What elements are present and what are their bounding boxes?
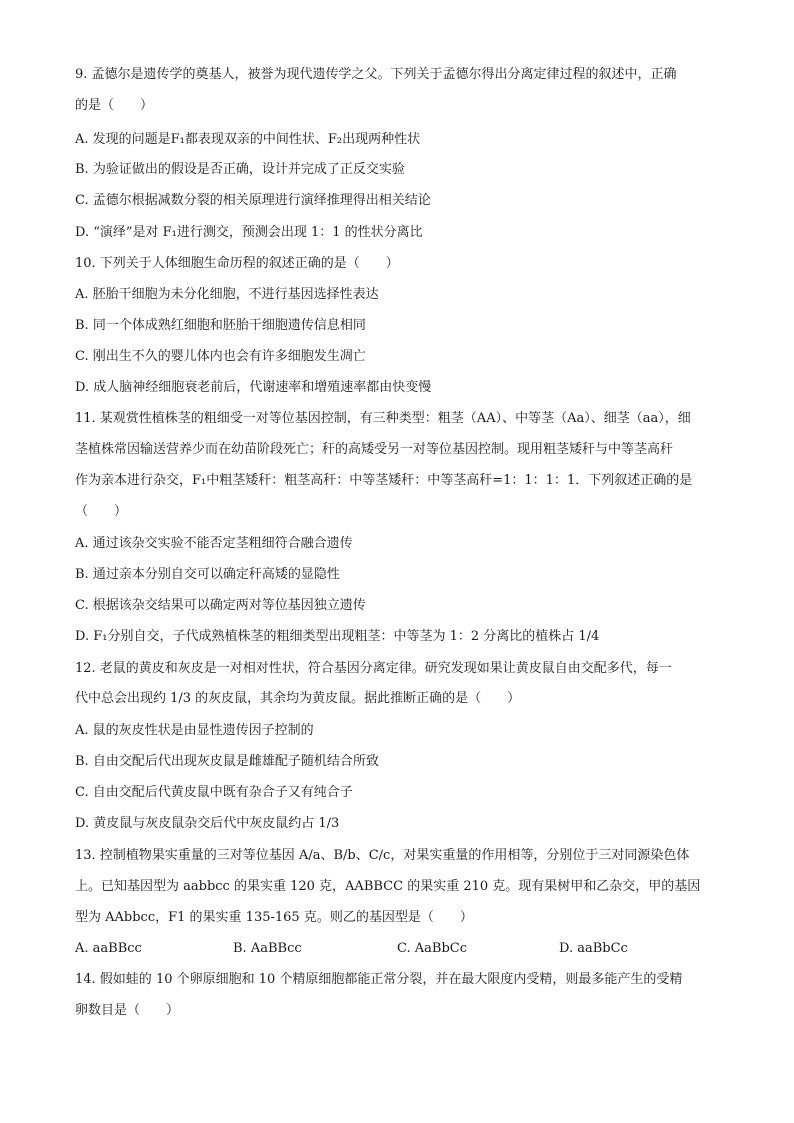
q10-option-c: C. 刚出生不久的婴儿体内也会有许多细胞发生凋亡 xyxy=(75,349,366,364)
q9-option-b: B. 为验证做出的假设是否正确，设计并完成了正反交实验 xyxy=(75,162,405,177)
q10-stem: 10. 下列关于人体细胞生命历程的叙述正确的是（ ） xyxy=(75,256,399,271)
q13-stem-line-3: 型为 AAbbcc，F1 的果实重 135-165 克。则乙的基因型是（ ） xyxy=(75,910,473,925)
q13-option-d: D. aaBbCc xyxy=(559,941,628,956)
q13-stem-line-1: 13. 控制植物果实重量的三对等位基因 A/a、B/b、C/c，对果实重量的作用相等，分别位于三对同源染色体 xyxy=(75,848,690,863)
q11-stem-line-2: 茎植株常因输送营养少而在幼苗阶段死亡；秆的高矮受另一对等位基因控制。现用粗茎矮秆与中等茎高秆 xyxy=(75,442,674,457)
q13-options-row xyxy=(75,940,725,958)
q9-stem-line-2: 的是（ ） xyxy=(75,98,154,113)
q13-option-b: B. AaBBcc xyxy=(233,941,302,956)
q10-option-a: A. 胚胎干细胞为未分化细胞，不进行基因选择性表达 xyxy=(75,287,379,302)
q13-stem-line-2: 上。已知基因型为 aabbcc 的果实重 120 克，AABBCC 的果实重 210 克。现有果树甲和乙杂交，甲的基因 xyxy=(75,879,701,894)
q9-option-a: A. 发现的问题是F₁都表现双亲的中间性状、F₂出现两种性状 xyxy=(75,132,421,147)
q11-stem-line-1: 11. 某观赏性植株茎的粗细受一对等位基因控制，有三种类型：粗茎（AA）、中等茎（Aa）、细茎（aa），细 xyxy=(75,411,691,426)
q12-option-b: B. 自由交配后代出现灰皮鼠是雌雄配子随机结合所致 xyxy=(75,754,379,769)
q12-stem-line-2: 代中总会出现约 1/3 的灰皮鼠，其余均为黄皮鼠。据此推断正确的是（ ） xyxy=(75,691,521,706)
q11-option-d: D. F₁分别自交，子代成熟植株茎的粗细类型出现粗茎：中等茎为 1：2 分离比的植株占 1/4 xyxy=(75,629,600,644)
q13-option-a: A. aaBBcc xyxy=(75,941,142,956)
q10-option-d: D. 成人脑神经细胞衰老前后，代谢速率和增殖速率都由快变慢 xyxy=(75,380,432,395)
q12-stem-line-1: 12. 老鼠的黄皮和灰皮是一对相对性状，符合基因分离定律。研究发现如果让黄皮鼠自由交配多代，每一 xyxy=(75,661,672,676)
q11-option-c: C. 根据该杂交结果可以确定两对等位基因独立遗传 xyxy=(75,598,366,613)
q14-stem-line-1: 14. 假如蛙的 10 个卵原细胞和 10 个精原细胞都能正常分裂，并在最大限度内受精，则最多能产生的受精 xyxy=(75,972,683,987)
q12-option-a: A. 鼠的灰皮性状是由显性遗传因子控制的 xyxy=(75,723,314,738)
q9-stem-line-1: 9. 孟德尔是遗传学的奠基人，被誉为现代遗传学之父。下列关于孟德尔得出分离定律过程的叙述中，正确 xyxy=(75,67,677,82)
q14-stem-line-2: 卵数目是（ ） xyxy=(75,1003,180,1018)
q13-option-c: C. AaBbCc xyxy=(397,941,467,956)
q11-option-a: A. 通过该杂交实验不能否定茎粗细符合融合遗传 xyxy=(75,536,353,551)
q11-option-b: B. 通过亲本分别自交可以确定秆高矮的显隐性 xyxy=(75,567,340,582)
q10-option-b: B. 同一个体成熟红细胞和胚胎干细胞遗传信息相同 xyxy=(75,318,366,333)
q12-option-c: C. 自由交配后代黄皮鼠中既有杂合子又有纯合子 xyxy=(75,785,353,800)
q12-option-d: D. 黄皮鼠与灰皮鼠杂交后代中灰皮鼠约占 1/3 xyxy=(75,816,340,831)
q11-stem-line-3: 作为亲本进行杂交，F₁中粗茎矮秆：粗茎高秆：中等茎矮秆：中等茎高秆=1：1：1：1．下列叙述正确的是 xyxy=(75,473,693,488)
q9-option-d: D. “演绎”是对 F₁进行测交，预测会出现 1：1 的性状分离比 xyxy=(75,225,423,240)
q11-stem-line-4: （ ） xyxy=(75,504,128,519)
q9-option-c: C. 孟德尔根据减数分裂的相关原理进行演绎推理得出相关结论 xyxy=(75,193,431,208)
